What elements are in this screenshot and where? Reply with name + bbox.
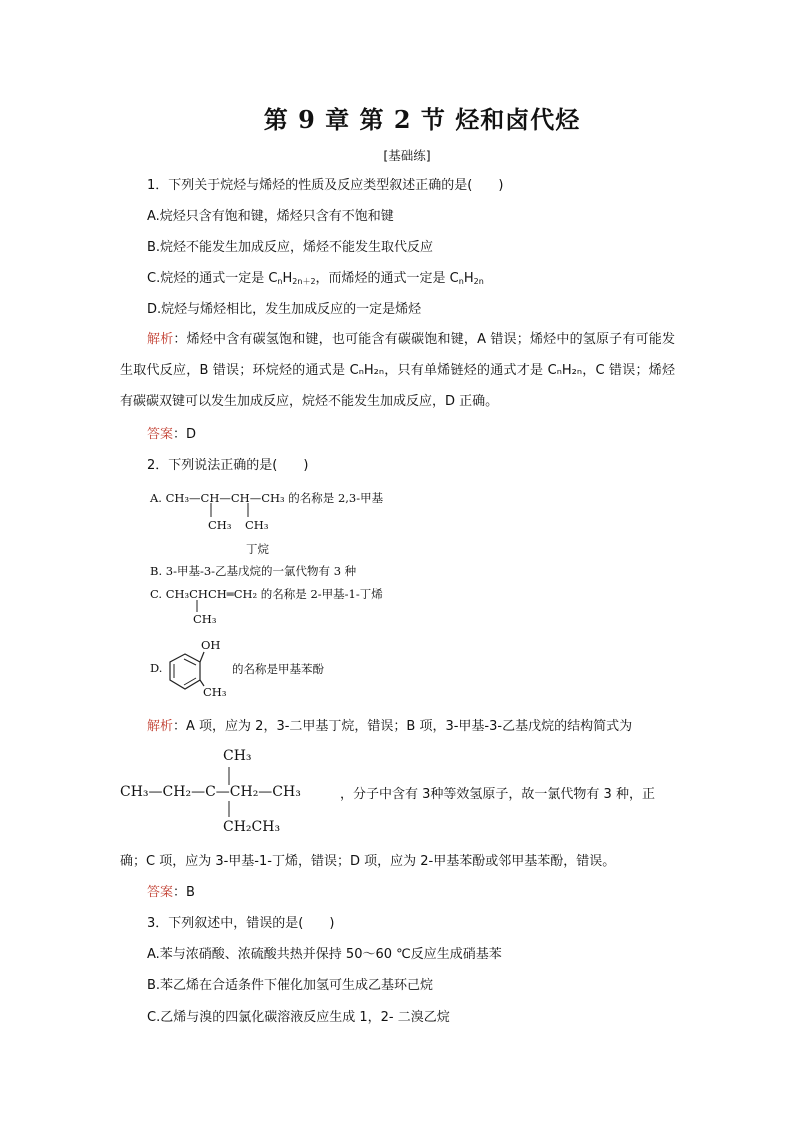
q2-answer-value: ：B	[173, 885, 195, 900]
q1-c-n: n	[277, 277, 283, 286]
q2-answer-label: 答案	[147, 885, 174, 900]
q1-analysis	[120, 324, 675, 417]
q1-option-b: B.烷烃不能发生加成反应，烯烃不能发生取代反应	[147, 240, 434, 255]
q1-option-a: A.烷烃只含有饱和键，烯烃只含有不饱和键	[147, 209, 394, 224]
q2-option-d-label: D.	[150, 661, 163, 675]
q1-analysis-label: 解析	[147, 332, 174, 347]
page-title: 第 9 章 第 2 节 烃和卤代烃	[263, 105, 581, 134]
q1-answer	[147, 426, 196, 444]
q2-option-b: B. 3-甲基-3-乙基戊烷的一氯代物有 3 种	[150, 564, 357, 578]
section-subtitle: [基础练]	[383, 148, 431, 163]
q1-c-n2: n	[458, 277, 464, 286]
q1-answer-label: 答案	[147, 427, 174, 442]
q1-option-c-pre: C.烷烃的通式一定是 C	[147, 271, 278, 286]
q2-answer	[147, 884, 195, 902]
q1-option-c	[147, 270, 484, 291]
q2-option-a-branch2: CH₃	[245, 518, 269, 532]
q1-option-c-mid: ，而烯烃的通式一定是 C	[315, 271, 459, 286]
q1-c-sub: 2n＋2	[292, 277, 316, 286]
q3-option-a: A.苯与浓硝酸、浓硫酸共热并保持 50～60 ℃反应生成硝基苯	[147, 947, 502, 962]
q3-stem: 3．下列叙述中，错误的是( )	[147, 916, 335, 931]
q2-analysis-line2: ，分子中含有 3种等效氢原子，故一氯代物有 3 种，正	[340, 787, 655, 802]
q2-option-a-branch1: CH₃	[208, 518, 232, 532]
q2-option-d-text: 的名称是甲基苯酚	[232, 662, 324, 676]
q2-analysis-line3: 确；C 项，应为 3-甲基-1-丁烯，错误；D 项，应为 2-甲基苯酚或邻甲基苯酚，错误。	[120, 854, 616, 869]
q2-option-a-chain: A. CH₃—CH—CH—CH₃ 的名称是 2,3-甲基	[150, 491, 384, 505]
q1-option-d: D.烷烃与烯烃相比，发生加成反应的一定是烯烃	[147, 302, 422, 317]
q3-option-c: C.乙烯与溴的四氯化碳溶液反应生成 1，2- 二溴乙烷	[147, 1010, 450, 1025]
q2-analysis-label: 解析	[147, 719, 174, 734]
q2-option-d-oh: OH	[201, 638, 221, 652]
q2-struct-top: CH₃	[223, 748, 252, 764]
q1-stem: 1．下列关于烷烃与烯烃的性质及反应类型叙述正确的是( )	[147, 178, 504, 193]
q2-option-d-ch3: CH₃	[203, 685, 227, 699]
q2-option-c: C. CH₃CHCH═CH₂ 的名称是 2-甲基-1-丁烯	[150, 587, 383, 601]
q1-c-h2: H	[463, 271, 474, 286]
q1-analysis-text: ：烯烃中含有碳氢饱和键，也可能含有碳碳饱和键，A 错误；烯烃中的氢原子有可能发生取代反应，B 错误；环烷烃的通式是 CₙH₂ₙ，只有单烯链烃的通式才是 CₙH₂ₙ，C 错误；烯烃有碳碳双键可以发生加成反应，烷烃不能发生加成反应，D 正确。	[120, 332, 675, 409]
q2-stem: 2．下列说法正确的是( )	[147, 458, 309, 473]
q3-option-b: B.苯乙烯在合适条件下催化加氢可生成乙基环己烷	[147, 978, 434, 993]
q2-struct-main: CH₃—CH₂—C—CH₂—CH₃	[120, 784, 301, 800]
q1-c-sub2: 2n	[473, 277, 484, 286]
q1-c-h: H	[282, 271, 293, 286]
q2-analysis-line1	[147, 718, 632, 736]
q2-option-c-branch: CH₃	[193, 612, 217, 626]
q2-analysis-text1: ：A 项，应为 2，3-二甲基丁烷，错误；B 项，3-甲基-3-乙基戊烷的结构简式为	[173, 719, 633, 734]
q1-answer-value: ：D	[173, 427, 197, 442]
q2-option-a-tail: 丁烷	[246, 542, 269, 556]
q2-struct-bottom: CH₂CH₃	[223, 819, 281, 835]
